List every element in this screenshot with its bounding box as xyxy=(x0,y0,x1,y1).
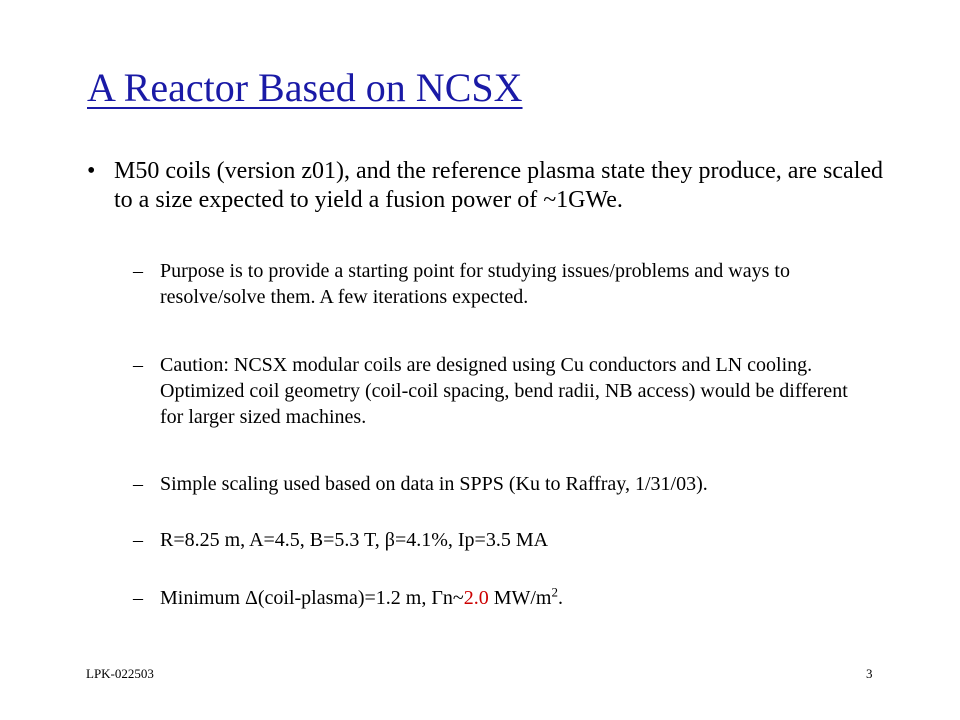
dash-icon: – xyxy=(133,354,143,376)
minimum-prefix: Minimum Δ(coil-plasma)=1.2 m, Γn~ xyxy=(160,587,464,609)
main-bullet-text: M50 coils (version z01), and the reference plasma state they produce, are scaled to a size expected to yield a fusion power of ~1GWe. xyxy=(114,158,884,213)
dash-icon: – xyxy=(133,529,143,551)
footer-id: LPK-022503 xyxy=(86,666,154,681)
unit-superscript: 2 xyxy=(551,584,558,600)
dash-icon: – xyxy=(133,260,143,282)
sub-item-text: R=8.25 m, A=4.5, B=5.3 T, β=4.1%, Ip=3.5 MA xyxy=(160,529,549,551)
sub-item-text: Caution: NCSX modular coils are designed using Cu conductors and LN cooling. Optimized coil geometry (coil-coil spacing, bend radii, NB access) would be different for larger sized machines. xyxy=(160,354,848,428)
sub-item-text xyxy=(160,585,860,611)
dash-icon: – xyxy=(133,473,143,495)
bullet-icon: • xyxy=(87,158,96,184)
minimum-unit: MW/m xyxy=(488,587,552,609)
sub-item-text: Purpose is to provide a starting point for studying issues/problems and ways to resolve/solve them. A few iterations expected. xyxy=(160,260,790,308)
wall-load-value: 2.0 xyxy=(463,587,489,609)
minimum-end: . xyxy=(558,587,563,609)
sub-item-text: Simple scaling used based on data in SPPS (Ku to Raffray, 1/31/03). xyxy=(160,473,708,495)
page-number: 3 xyxy=(866,666,873,681)
slide-title: A Reactor Based on NCSX xyxy=(87,65,523,110)
dash-icon: – xyxy=(133,587,143,609)
